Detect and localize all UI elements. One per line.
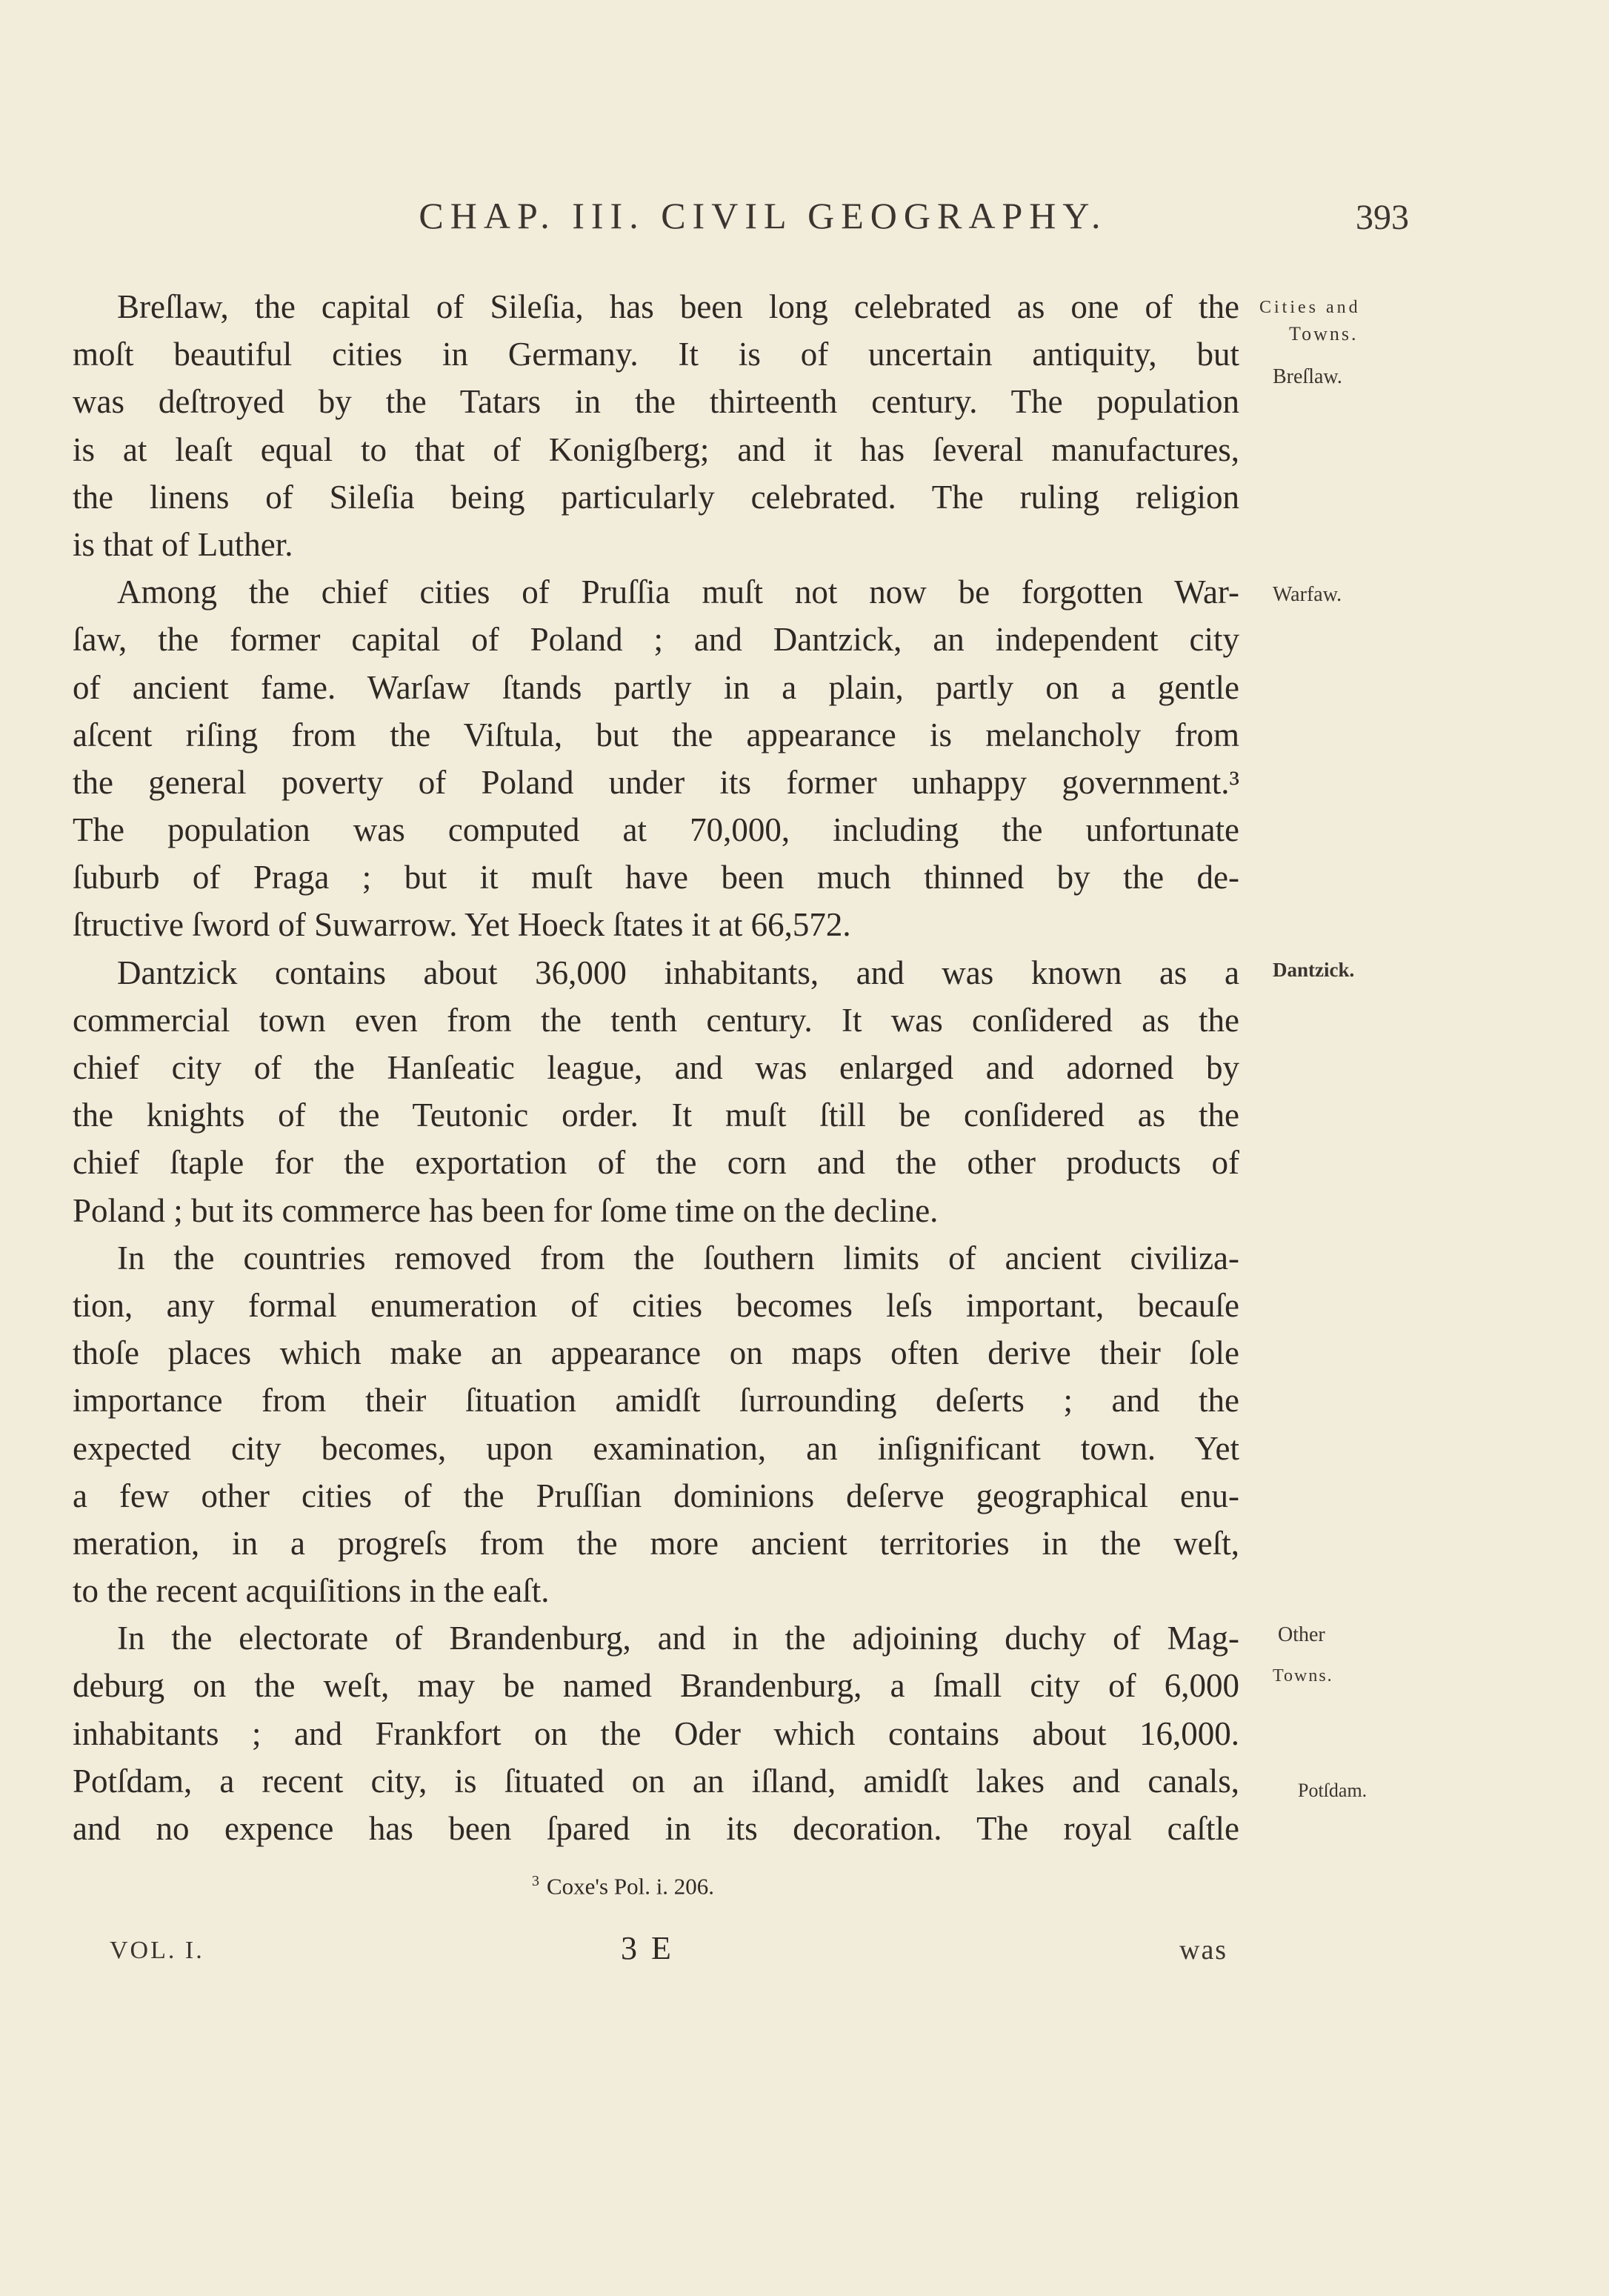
text-line: In the electorate of Brandenburg, and in the adjoining duchy of Mag- xyxy=(117,1620,1239,1657)
text-line: Breſlaw, the capital of Sileſia, has been long celebrated as one of the xyxy=(117,288,1239,325)
footnote xyxy=(532,1873,714,1900)
margin-note-dantzick: Dantzick. xyxy=(1273,959,1355,981)
text-line: the general poverty of Poland under its former unhappy government.³ xyxy=(73,763,1239,801)
signature-mark: 3 E xyxy=(621,1930,674,1966)
text-line: aſcent riſing from the Viſtula, but the appearance is melancholy from xyxy=(73,716,1239,753)
margin-note-cities-and: Cities and xyxy=(1259,298,1361,317)
body-text xyxy=(73,283,1239,1852)
margin-note-other: Other xyxy=(1278,1623,1325,1646)
text-line: Poland ; but its commerce has been for ſome time on the decline. xyxy=(73,1191,939,1229)
page-number: 393 xyxy=(1356,198,1409,237)
running-head: CHAP. III. CIVIL GEOGRAPHY. xyxy=(419,195,1107,236)
margin-note-breslaw: Breſlaw. xyxy=(1273,365,1342,388)
catchword: was xyxy=(1179,1934,1228,1966)
text-line: chief ſtaple for the exportation of the corn and the other products of xyxy=(73,1144,1239,1182)
text-line: Dantzick contains about 36,000 inhabitants, and was known as a xyxy=(117,954,1239,991)
footnote-text: Coxe's Pol. i. 206. xyxy=(547,1873,715,1900)
margin-note-other-towns: Towns. xyxy=(1273,1666,1333,1686)
text-line: ſtructive ſword of Suwarrow. Yet Hoeck ſtates it at 66,572. xyxy=(73,906,851,944)
text-line: is that of Luther. xyxy=(73,525,293,563)
text-line: inhabitants ; and Frankfort on the Oder which contains about 16,000. xyxy=(73,1714,1239,1752)
text-line: the linens of Sileſia being particularly celebrated. The ruling religion xyxy=(73,478,1239,516)
text-line: of ancient fame. Warſaw ſtands partly in a plain, partly on a gentle xyxy=(73,668,1239,706)
text-line: deburg on the weſt, may be named Brandenburg, a ſmall city of 6,000 xyxy=(73,1667,1239,1705)
text-line: the knights of the Teutonic order. It muſt ſtill be conſidered as the xyxy=(73,1097,1239,1134)
text-line: was deſtroyed by the Tatars in the thirteenth century. The population xyxy=(73,383,1239,421)
text-line: In the countries removed from the ſouthern limits of ancient civiliza- xyxy=(117,1239,1239,1277)
text-line: thoſe places which make an appearance on maps often derive their ſole xyxy=(73,1334,1239,1372)
text-line: and no expence has been ſpared in its decoration. The royal caſtle xyxy=(73,1810,1239,1847)
text-line: commercial town even from the tenth century. It was conſidered as the xyxy=(73,1001,1239,1039)
margin-note-warsaw: Warfaw. xyxy=(1273,583,1342,606)
text-line: ſaw, the former capital of Poland ; and Dantzick, an independent city xyxy=(73,621,1239,659)
text-line: tion, any formal enumeration of cities becomes leſs important, becauſe xyxy=(73,1286,1239,1324)
text-line: to the recent acquiſitions in the eaſt. xyxy=(73,1572,550,1610)
text-line: moſt beautiful cities in Germany. It is of uncertain antiquity, but xyxy=(73,336,1239,373)
text-line: a few other cities of the Pruſſian dominions deſerve geographical enu- xyxy=(73,1477,1239,1514)
text-line: is at leaſt equal to that of Konigſberg; and it has ſeveral manufactures, xyxy=(73,430,1239,468)
text-line: chief city of the Hanſeatic league, and was enlarged and adorned by xyxy=(73,1049,1239,1086)
text-line: meration, in a progreſs from the more ancient territories in the weſt, xyxy=(73,1524,1239,1562)
margin-note-potsdam: Potſdam. xyxy=(1298,1780,1368,1801)
text-line: expected city becomes, upon examination, an inſignificant town. Yet xyxy=(73,1429,1239,1467)
text-line: importance from their ſituation amidſt ſurrounding deſerts ; and the xyxy=(73,1382,1239,1420)
margin-note-towns: Towns. xyxy=(1289,323,1359,345)
footnote-marker: 3 xyxy=(532,1873,539,1889)
text-line: The population was computed at 70,000, including the unfortunate xyxy=(73,811,1239,849)
text-line: Among the chief cities of Pruſſia muſt not now be forgotten War- xyxy=(117,573,1239,611)
volume-label: VOL. I. xyxy=(110,1937,204,1964)
text-line: Potſdam, a recent city, is ſituated on an iſland, amidſt lakes and canals, xyxy=(73,1762,1239,1800)
text-line: ſuburb of Praga ; but it muſt have been much thinned by the de- xyxy=(73,859,1239,896)
